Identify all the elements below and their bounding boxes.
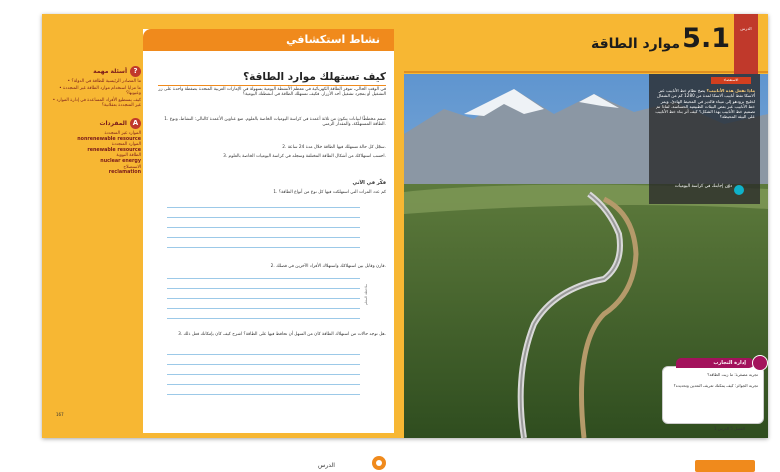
vocabulary-title: المفردات	[99, 120, 127, 127]
answer-line[interactable]	[167, 318, 360, 319]
answer-line[interactable]	[167, 247, 360, 248]
answer-line[interactable]	[167, 227, 360, 228]
lesson-title: موارد الطاقة	[591, 36, 680, 52]
inquiry-body: يضخ نظام خط الأنابيب عبر ألاسكا نفط أنابيب آلاسكا لمدة من 1280 كم من الشمال لخليج برودهو إلى ميناء فالديز في المحيط الهادئ. ويمر خط الأنابيب عبر بعض البيئات الطبيعية الحساسة. لماذا تم تصميم خط الأنابيب بهذا الشكل؟ كيف أثر بناء خط الأنابيب على البيئة المحيطة؟	[655, 88, 755, 120]
activity-step: 2. سجّل كل حالة تستهلك فيها الطاقة خلال مدة 24 ساعة.	[282, 145, 386, 150]
activity-step: 3. احسب استهلاكك من أشكال الطاقة المختلفة وسجله في كراسة اليوميات الخاصة بالعلوم.	[223, 154, 386, 159]
sidebar-question: • ما مزايا استخدام موارد الطاقة غير المتجددة وعيوبها؟	[59, 86, 141, 96]
title-divider	[158, 85, 386, 86]
questions-title: أسئلة مهمة	[93, 68, 127, 75]
answer-line[interactable]	[167, 217, 360, 218]
activity-header: نشاط استكشافي	[143, 29, 394, 51]
vocab-term: renewable resource	[87, 147, 141, 153]
vocabulary-heading	[46, 118, 141, 129]
journal-note: دوّن إجابتك في كراسة اليوميات	[674, 184, 732, 189]
activity-title: كيف تستهلك موارد الطاقة؟	[243, 71, 386, 83]
header-rule	[404, 71, 768, 73]
logo-icon	[372, 456, 386, 470]
vocab-term: nuclear energy	[100, 158, 141, 164]
vertical-note: ملاحظة المعلم	[364, 284, 368, 306]
questions-heading	[46, 66, 141, 77]
vocab-item: الطاقة النووية	[116, 153, 141, 159]
book-spread	[42, 14, 768, 438]
vocabulary-block	[46, 118, 141, 176]
answer-line[interactable]	[167, 278, 360, 279]
activity-step: 1. صمم مخططًا لبيانات يتكون من ثلاثة أعمدة في كراسة اليوميات الخاصة بالعلوم. ضع عناوين الأعمدة كالتالي: النشاط، ونوع الطاقة المستهلكة، والمقدار الزمني.	[164, 117, 386, 128]
experiment-icon	[752, 355, 768, 371]
vocab-term: reclamation	[108, 170, 141, 176]
inquiry-label: الاستقصاء	[711, 77, 751, 84]
left-page	[42, 14, 404, 438]
page-footer: الفصل 5 الدرس 1	[714, 426, 746, 431]
question-3: 3. هل توجد حالات من استهلاك الطاقة كان من السهل أن تحافظ فيها على الطاقة؟ اشرح كيف كان بإمكانك فعل ذلك.	[178, 332, 386, 337]
answer-line[interactable]	[167, 364, 360, 365]
vocab-item: الاستصلاح	[123, 164, 141, 170]
right-page	[404, 14, 768, 438]
answer-line[interactable]	[167, 308, 360, 309]
journal-icon	[734, 185, 744, 195]
question-1: 1. كم عدد المرات التي استهلكت فيها كل نوع من أنواع الطاقة؟	[273, 190, 386, 195]
answer-line[interactable]	[167, 237, 360, 238]
bottom-button[interactable]	[695, 460, 755, 472]
answer-line[interactable]	[167, 288, 360, 289]
answer-line[interactable]	[167, 207, 360, 208]
inquiry-text	[655, 88, 755, 120]
question-mark-icon: ?	[130, 66, 141, 77]
bottom-label: الدرس	[318, 462, 335, 469]
vocabulary-icon: A	[130, 118, 141, 129]
think-heading: فكّر في الآتي	[352, 180, 386, 186]
vocab-item: الموارد غير المتجددة	[104, 131, 141, 136]
answer-line[interactable]	[167, 374, 360, 375]
inquiry-question: ماذا تفعل هذه الأنابيب؟	[706, 88, 755, 93]
sidebar-question: • ما المصادر الرئيسية للطاقة في الدولة؟	[67, 79, 141, 84]
page-number: 167	[56, 412, 64, 417]
experiment-line-1[interactable]: تجربة مصغرة: ما زيت الطاقة؟	[707, 372, 758, 377]
answer-line[interactable]	[167, 354, 360, 355]
activity-intro: في الوقت الحالي، تتوفر الطاقة الكهربائية في معظم الأنشطة اليومية بسهولة في الإمارات العربية المتحدة بضغطة واحدة على زر التشغيل أو بمجرد تشغيل أحد الأزرار. فكيف تستهلك الطاقة في أنشطتك اليومية؟	[158, 87, 386, 98]
question-2: 2. قارن وقابل بين استهلاكك واستهلاك الأفراد الآخرين في فصلك.	[270, 264, 386, 269]
lesson-number: 5.1	[682, 23, 730, 54]
vocab-item: الموارد المتجددة	[111, 142, 141, 148]
experiment-line-2[interactable]: تجربة الجوائز: كيف يمكنك تعريف التعدين وتحديده؟	[673, 383, 758, 388]
answer-line[interactable]	[167, 298, 360, 299]
answer-line[interactable]	[167, 394, 360, 395]
experiment-title: إدارة التجارب	[676, 358, 754, 368]
lesson-tab	[734, 14, 758, 74]
lesson-tab-label: الدرس	[740, 26, 752, 31]
sidebar-question: • كيف يستطيع الأفراد المساعدة في إدارة الموارد غير المتجددة بعقلانية؟	[52, 98, 141, 108]
sidebar	[46, 66, 141, 176]
vocab-term: nonrenewable resource	[77, 136, 141, 142]
answer-line[interactable]	[167, 384, 360, 385]
